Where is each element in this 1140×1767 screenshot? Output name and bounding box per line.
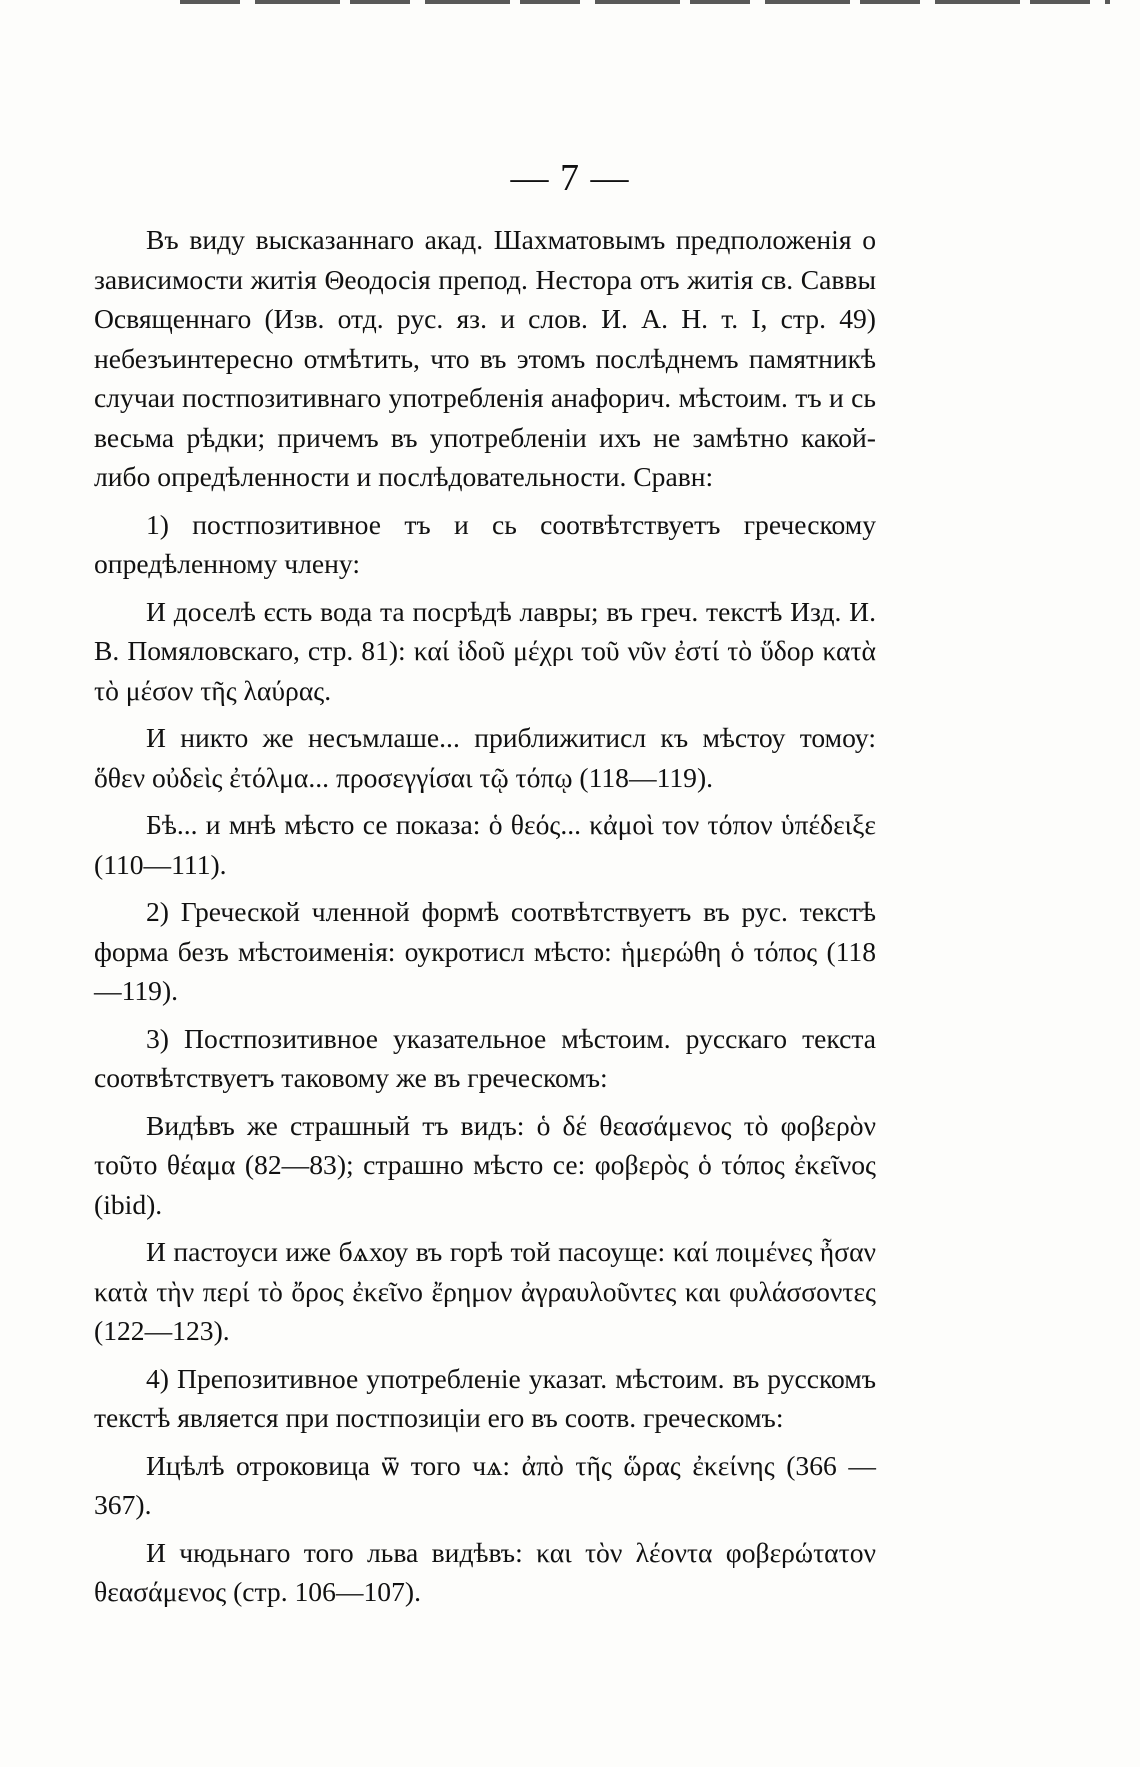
paragraph-point-2: 2) Греческой членной формѣ соотвѣтствуетъ въ рус. текстѣ форма безъ мѣстоименія: оукротисл мѣсто: ἡμερώθη ὁ τόπος (118—119). [94, 896, 876, 1006]
paragraph-point-4: 4) Препозитивное употребленіе указат. мѣстоим. въ русскомъ текстѣ является при постпозиціи его въ соотв. греческомъ: [94, 1362, 876, 1433]
paragraph-example-4b: И чюдьнаго того льва видѣвъ: και τὸν λέοντα φοβερώτατον θεασάμενος (стр. 106—107). [94, 1536, 876, 1607]
paragraph-example-1a: И доселѣ єсть вода та посрѣдѣ лавры; въ греч. текстѣ Изд. И. В. Помяловскаго, стр. 81): καί ἰδοῦ μέχρι τοῦ νῦν ἐστί τὸ ὕδορ κατὰ τὸ μέσον τῆς λαύρας. [94, 595, 876, 706]
paragraph-point-1: 1) постпозитивное тъ и сь соотвѣтствуетъ греческому опредѣленному члену: [94, 508, 876, 579]
top-edge-rule [180, 0, 1110, 4]
paragraph-example-4a: Ицѣлѣ отроковица ѿ того чѧ: ἀπὸ τῆς ὥρας ἐκείνης (366 — 367). [94, 1449, 876, 1520]
page-number: — 7 — [510, 157, 630, 199]
paragraph-example-3b: И пастоуси иже бѧхоу въ горѣ той пасоуще: καί ποιμένες ἦσαν κατὰ τὴν περί τὸ ὄρος ἐκεῖνο ἔρημον ἀγραυλοῦντες και φυλάσσοντες (122—123). [94, 1236, 876, 1346]
paragraph-example-1b: И никто же несъмлаше... приближитисл къ мѣстоу томоу: ὅθεν οὐδεὶς ἐτόλμα... προσεγγίσαι τῷ τόπῳ (118—119). [94, 722, 876, 793]
paragraph-intro: Въ виду высказаннаго акад. Шахматовымъ предположенія о зависимости житія Θеодосія препод. Нестора отъ житія св. Саввы Освященнаго (Изв. отд. рус. яз. и слов. И. А. Н. т. I, стр. 49) небезъинтересно отмѣтить, что въ этомъ послѣднемъ памятникѣ случаи постпозитивнаго употребленія анафорич. мѣстоим. тъ и сь весьма рѣдки; причемъ въ употребленіи ихъ не замѣтно какой-либо опредѣленности и послѣдовательности. Сравн: [94, 224, 876, 492]
paragraph-example-1c: Бѣ... и мнѣ мѣсто се показа: ὁ θεός... κἀμοὶ τον τόπον ὑπέδειξε (110—111). [94, 809, 876, 880]
body-text [94, 220, 876, 1612]
paragraph-example-3a: Видѣвъ же страшный тъ видъ: ὁ δέ θεασάμενος τὸ φοβερὸν τοῦτο θέαμα (82—83); страшно мѣсто се: φοβερὸς ὁ τόπος ἐκεῖνος (ibid). [94, 1109, 876, 1220]
paragraph-point-3: 3) Постпозитивное указательное мѣстоим. русскаго текста соотвѣтствуетъ таковому же въ греческомъ: [94, 1022, 876, 1093]
